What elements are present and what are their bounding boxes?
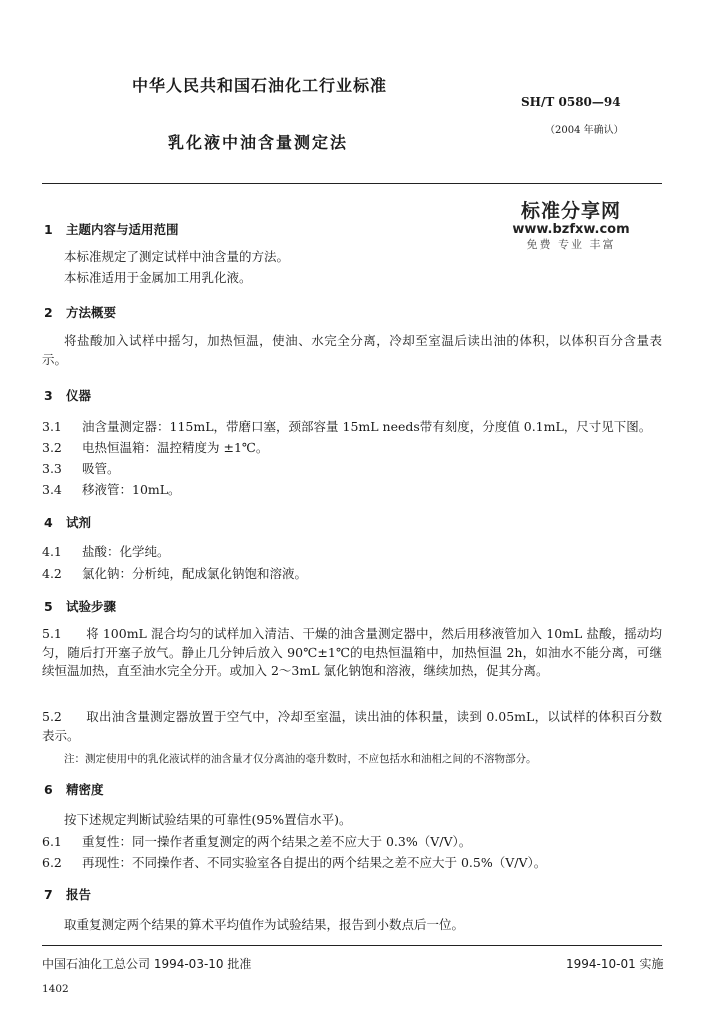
approval-date: 中国石油化工总公司 1994-03-10 批准 bbox=[42, 957, 252, 971]
confirmation-year: （2004 年确认） bbox=[545, 125, 624, 136]
section-number: 4 bbox=[44, 515, 53, 530]
section-5-note: 注：测定使用中的乳化液试样的油含量才仅分离油的毫升数时，不应包括水和油相之间的不溶物部分。 bbox=[64, 753, 537, 765]
item-text: 吸管。 bbox=[82, 461, 120, 476]
item-text: 油含量测定器：115mL，带磨口塞，颈部容量 15mL needs带有刻度，分度值 0.1mL，尺寸见下图。 bbox=[82, 419, 652, 434]
section-title: 主题内容与适用范围 bbox=[66, 222, 179, 237]
section-2-heading bbox=[44, 303, 116, 321]
section-7-heading bbox=[44, 885, 91, 903]
item-3-3 bbox=[42, 459, 120, 477]
section-number: 1 bbox=[44, 222, 53, 237]
section-title: 试剂 bbox=[66, 515, 92, 530]
item-number: 6.2 bbox=[42, 855, 62, 870]
item-3-2 bbox=[42, 438, 268, 456]
item-number: 3.4 bbox=[42, 482, 62, 497]
item-text: 将 100mL 混合均匀的试样加入清洁、干燥的油含量测定器中，然后用移液管加入 10mL 盐酸，摇动均匀，随后打开塞子放气。静止几分钟后放入 90℃±1℃的电热恒温箱中，加热恒温 2h，如油水不能分离，可继续恒温加热，直至油水完全分开。或加入 2～3mL 氯化钠饱和溶液，继续加热，促其分离。 bbox=[42, 626, 662, 678]
item-text: 重复性：同一操作者重复测定的两个结果之差不应大于 0.3%（V/V）。 bbox=[82, 834, 472, 849]
standard-number: SH/T 0580—94 bbox=[521, 95, 621, 109]
section-1-line-1: 本标准规定了测定试样中油含量的方法。 bbox=[64, 249, 290, 264]
page-number: 1402 bbox=[42, 983, 69, 995]
section-title: 仪器 bbox=[66, 388, 92, 403]
item-6-2 bbox=[42, 853, 546, 871]
watermark-subtitle: 免费 专业 丰富 bbox=[526, 238, 616, 251]
item-number: 5.2 bbox=[42, 709, 62, 724]
section-number: 7 bbox=[44, 887, 53, 902]
section-2-paragraph: 将盐酸加入试样中摇匀，加热恒温，使油、水完全分离，冷却至室温后读出油的体积，以体积百分含量表示。 bbox=[42, 333, 662, 367]
section-number: 6 bbox=[44, 782, 53, 797]
effective-date: 1994-10-01 实施 bbox=[566, 957, 664, 971]
header-organization: 中华人民共和国石油化工行业标准 bbox=[132, 76, 388, 95]
item-3-4 bbox=[42, 480, 181, 498]
section-1-line-2: 本标准适用于金属加工用乳化液。 bbox=[64, 270, 252, 285]
item-number: 5.1 bbox=[42, 626, 62, 641]
item-number: 4.2 bbox=[42, 566, 62, 581]
section-3-heading bbox=[44, 386, 91, 404]
footer-divider bbox=[42, 945, 662, 946]
section-6-heading bbox=[44, 780, 104, 798]
item-4-1 bbox=[42, 542, 170, 560]
item-text: 氯化钠：分析纯，配成氯化钠饱和溶液。 bbox=[82, 566, 308, 581]
header-divider bbox=[42, 183, 662, 184]
item-number: 3.3 bbox=[42, 461, 62, 476]
section-4-heading bbox=[44, 513, 91, 531]
section-title: 试验步骤 bbox=[66, 599, 117, 614]
section-title: 报告 bbox=[66, 887, 92, 902]
section-7-paragraph: 取重复测定两个结果的算术平均值作为试验结果，报告到小数点后一位。 bbox=[64, 917, 465, 932]
item-text: 取出油含量测定器放置于空气中，冷却至室温，读出油的体积量，读到 0.05mL，以试样的体积百分数表示。 bbox=[42, 709, 662, 743]
paragraph-5-1 bbox=[42, 625, 662, 681]
paragraph-5-2 bbox=[42, 708, 662, 745]
section-5-heading bbox=[44, 597, 116, 615]
item-number: 6.1 bbox=[42, 834, 62, 849]
item-text: 移液管：10mL。 bbox=[82, 482, 181, 497]
item-3-1 bbox=[42, 417, 651, 435]
item-number: 3.1 bbox=[42, 419, 62, 434]
watermark-stamp bbox=[505, 200, 637, 252]
watermark-main: 标准分享网 bbox=[520, 200, 621, 222]
item-text: 盐酸：化学纯。 bbox=[82, 544, 170, 559]
item-number: 3.2 bbox=[42, 440, 62, 455]
document-title: 乳化液中油含量测定法 bbox=[168, 133, 349, 152]
item-number: 4.1 bbox=[42, 544, 62, 559]
section-number: 5 bbox=[44, 599, 53, 614]
item-4-2 bbox=[42, 564, 307, 582]
section-1-heading bbox=[44, 220, 179, 238]
item-text: 再现性：不同操作者、不同实验室各自提出的两个结果之差不应大于 0.5%（V/V）。 bbox=[82, 855, 547, 870]
section-number: 3 bbox=[44, 388, 53, 403]
section-6-intro: 按下述规定判断试验结果的可靠性(95%置信水平)。 bbox=[64, 812, 352, 827]
watermark-url: www.bzfxw.com bbox=[512, 222, 630, 237]
section-title: 方法概要 bbox=[66, 305, 117, 320]
item-text: 电热恒温箱：温控精度为 ±1℃。 bbox=[82, 440, 269, 455]
section-title: 精密度 bbox=[66, 782, 104, 797]
item-6-1 bbox=[42, 832, 471, 850]
section-number: 2 bbox=[44, 305, 53, 320]
